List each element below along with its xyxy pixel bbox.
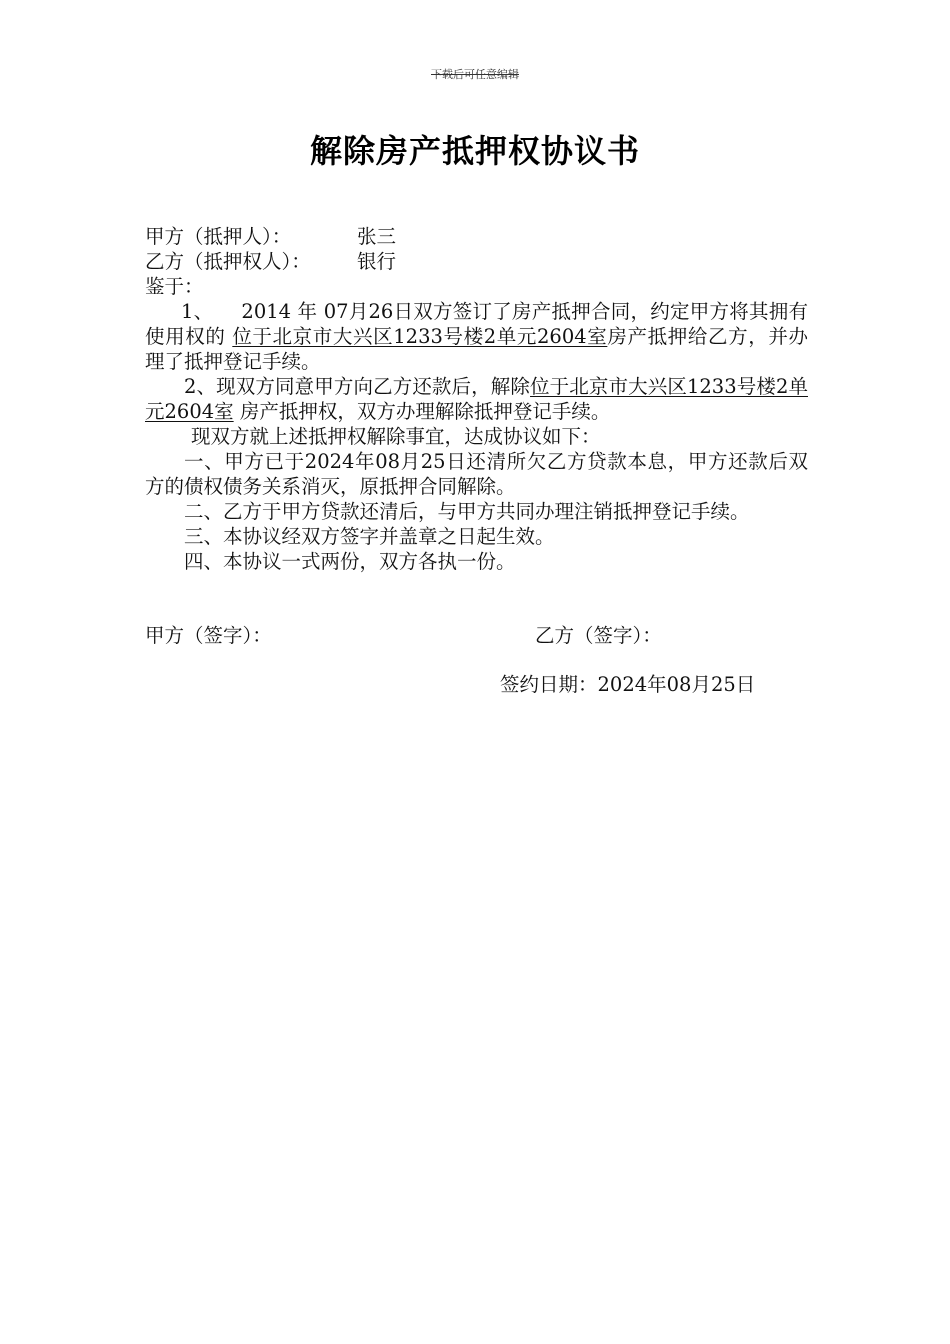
party-b-name: 银行 <box>357 250 397 273</box>
recital-1-year-unit: 年 <box>297 300 318 323</box>
recital-2-suffix: 房产抵押权，双方办理解除抵押登记手续。 <box>239 400 611 423</box>
recital-1-text: 07月26日双方签订了房产抵押合同，约定甲方将其拥有使用权的 <box>145 300 808 348</box>
recital-1-year: 2014 <box>241 300 292 323</box>
party-a-signature-label: 甲方（签字）： <box>145 624 272 647</box>
party-b-label: 乙方（抵押权人）： <box>145 250 311 273</box>
recital-2 <box>145 374 808 424</box>
whereas-heading: 鉴于： <box>145 275 204 298</box>
party-a-label: 甲方（抵押人）： <box>145 225 292 248</box>
recital-1 <box>145 299 808 374</box>
recital-1-address: 位于北京市大兴区1233号楼2单元2604室 <box>232 325 608 348</box>
recital-2-prefix: 2、现双方同意甲方向乙方还款后，解除 <box>184 375 531 398</box>
agreement-intro: 现双方就上述抵押权解除事宜，达成协议如下： <box>191 425 601 448</box>
clause-3: 三、本协议经双方签字并盖章之日起生效。 <box>184 525 555 548</box>
clause-2: 二、乙方于甲方贷款还清后，与甲方共同办理注销抵押登记手续。 <box>184 500 750 523</box>
header-note: 下载后可任意编辑 <box>431 68 519 81</box>
signing-date: 签约日期：2024年08月25日 <box>500 673 756 696</box>
clause-4: 四、本协议一式两份，双方各执一份。 <box>184 550 516 573</box>
clause-1: 一、甲方已于2024年08月25日还清所欠乙方贷款本息，甲方还款后双方的债权债务关系消灭，原抵押合同解除。 <box>145 450 808 498</box>
party-b-signature-label: 乙方（签字）： <box>535 624 662 647</box>
document-title: 解除房产抵押权协议书 <box>309 132 640 170</box>
party-a-line <box>145 224 808 249</box>
recital-1-prefix: 1、 <box>181 300 214 323</box>
recital-2-address: 位于北京市大兴区1233号楼2单元2604室 <box>145 375 808 423</box>
recital-1-suffix: 房产抵押给乙方，并办理了抵押登记手续。 <box>145 325 808 373</box>
party-a-name: 张三 <box>357 225 397 248</box>
party-b-line <box>145 249 808 274</box>
agreement-body <box>145 224 808 574</box>
